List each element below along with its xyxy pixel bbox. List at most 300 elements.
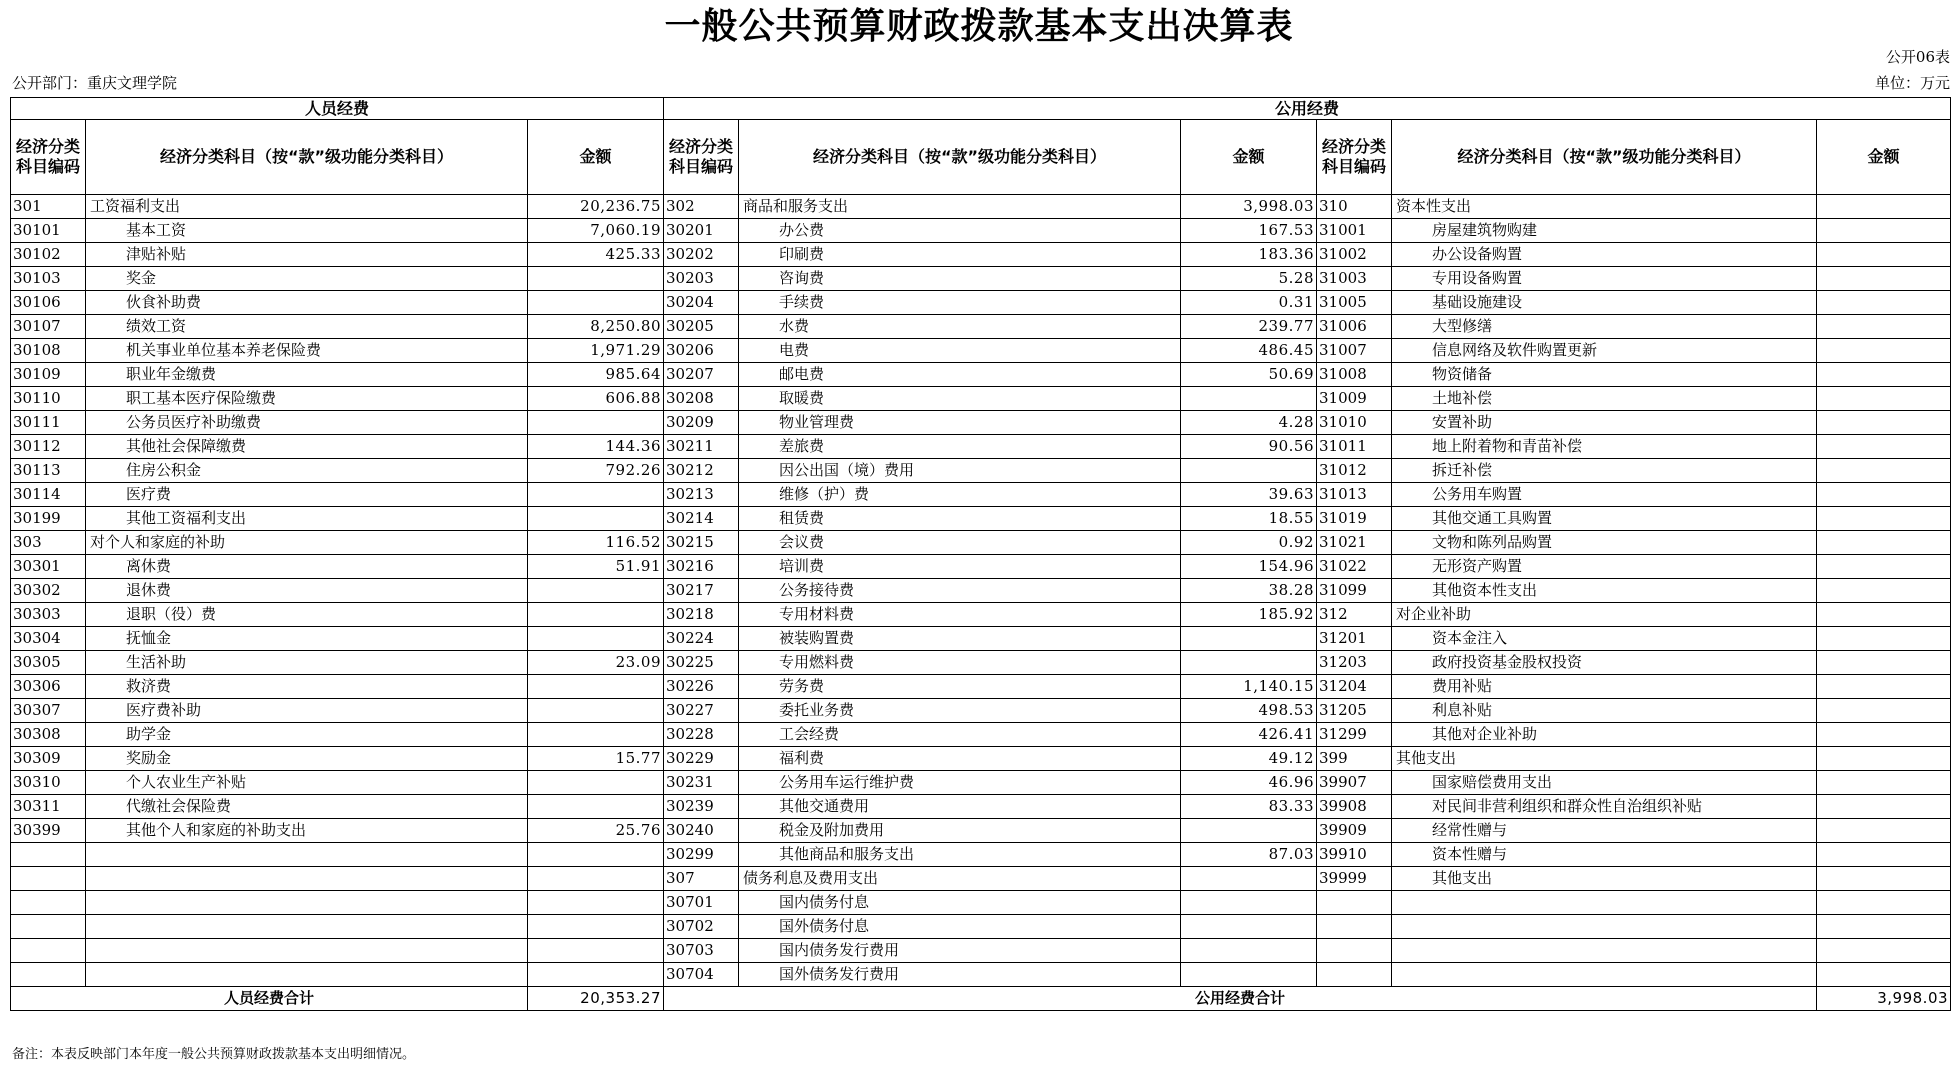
row-amount: 792.26 xyxy=(528,459,664,483)
row-code: 30110 xyxy=(11,387,86,411)
row-name: 专用材料费 xyxy=(739,603,1181,627)
row-code: 30307 xyxy=(11,699,86,723)
row-amount xyxy=(1817,339,1951,363)
row-amount: 49.12 xyxy=(1181,747,1317,771)
row-amount xyxy=(1817,819,1951,843)
row-code: 30303 xyxy=(11,603,86,627)
row-name: 被装购置费 xyxy=(739,627,1181,651)
row-name: 医疗费补助 xyxy=(86,699,528,723)
row-code: 31205 xyxy=(1317,699,1392,723)
row-code: 30229 xyxy=(664,747,739,771)
row-name: 绩效工资 xyxy=(86,315,528,339)
row-code: 399 xyxy=(1317,747,1392,771)
row-name: 代缴社会保险费 xyxy=(86,795,528,819)
row-amount xyxy=(1181,651,1317,675)
row-name: 公务接待费 xyxy=(739,579,1181,603)
row-amount xyxy=(1817,963,1951,987)
row-amount: 25.76 xyxy=(528,819,664,843)
table-row xyxy=(11,411,1951,435)
row-code: 301 xyxy=(11,195,86,219)
row-code: 30103 xyxy=(11,267,86,291)
row-code: 30202 xyxy=(664,243,739,267)
row-amount xyxy=(1181,867,1317,891)
row-amount xyxy=(1817,363,1951,387)
row-code: 39909 xyxy=(1317,819,1392,843)
row-code: 30114 xyxy=(11,483,86,507)
row-name: 工会经费 xyxy=(739,723,1181,747)
personnel-total-amount: 20,353.27 xyxy=(528,987,664,1011)
row-name: 委托业务费 xyxy=(739,699,1181,723)
row-name: 税金及附加费用 xyxy=(739,819,1181,843)
row-amount xyxy=(1817,915,1951,939)
row-code xyxy=(1317,891,1392,915)
row-amount: 8,250.80 xyxy=(528,315,664,339)
row-amount xyxy=(1817,771,1951,795)
table-row xyxy=(11,291,1951,315)
row-name: 国家赔偿费用支出 xyxy=(1392,771,1817,795)
row-code: 39908 xyxy=(1317,795,1392,819)
table-row xyxy=(11,387,1951,411)
row-name: 会议费 xyxy=(739,531,1181,555)
row-code: 30311 xyxy=(11,795,86,819)
table-row xyxy=(11,243,1951,267)
amount-header: 金额 xyxy=(528,120,664,195)
row-name: 国内债务付息 xyxy=(739,891,1181,915)
table-row xyxy=(11,699,1951,723)
name-header: 经济分类科目（按“款”级功能分类科目） xyxy=(1392,120,1817,195)
row-code: 30201 xyxy=(664,219,739,243)
table-row xyxy=(11,651,1951,675)
row-amount: 51.91 xyxy=(528,555,664,579)
row-code xyxy=(11,939,86,963)
row-amount xyxy=(1181,891,1317,915)
row-code xyxy=(1317,915,1392,939)
row-name: 基础设施建设 xyxy=(1392,291,1817,315)
row-code: 302 xyxy=(664,195,739,219)
public-header: 公用经费 xyxy=(664,98,1951,120)
row-code: 30216 xyxy=(664,555,739,579)
row-name xyxy=(1392,915,1817,939)
row-code: 30217 xyxy=(664,579,739,603)
row-amount xyxy=(528,507,664,531)
table-row xyxy=(11,771,1951,795)
row-name: 资本性支出 xyxy=(1392,195,1817,219)
row-amount xyxy=(1817,243,1951,267)
row-amount: 3,998.03 xyxy=(1181,195,1317,219)
row-amount xyxy=(1181,939,1317,963)
table-row xyxy=(11,675,1951,699)
row-code: 312 xyxy=(1317,603,1392,627)
row-name xyxy=(86,843,528,867)
row-name: 个人农业生产补贴 xyxy=(86,771,528,795)
row-name: 其他支出 xyxy=(1392,867,1817,891)
row-amount xyxy=(1817,267,1951,291)
row-code: 30701 xyxy=(664,891,739,915)
row-amount xyxy=(1817,555,1951,579)
row-amount: 4.28 xyxy=(1181,411,1317,435)
row-amount: 498.53 xyxy=(1181,699,1317,723)
row-name: 对民间非营利组织和群众性自治组织补贴 xyxy=(1392,795,1817,819)
row-code: 30225 xyxy=(664,651,739,675)
row-amount xyxy=(528,939,664,963)
row-amount xyxy=(1817,603,1951,627)
row-amount xyxy=(1817,507,1951,531)
row-name: 租赁费 xyxy=(739,507,1181,531)
row-name xyxy=(1392,939,1817,963)
row-code: 31002 xyxy=(1317,243,1392,267)
table-row xyxy=(11,747,1951,771)
table-row xyxy=(11,915,1951,939)
table-row xyxy=(11,531,1951,555)
row-name: 文物和陈列品购置 xyxy=(1392,531,1817,555)
row-name: 离休费 xyxy=(86,555,528,579)
row-code: 31021 xyxy=(1317,531,1392,555)
row-name: 津贴补贴 xyxy=(86,243,528,267)
row-name: 对个人和家庭的补助 xyxy=(86,531,528,555)
row-code: 30306 xyxy=(11,675,86,699)
row-name: 生活补助 xyxy=(86,651,528,675)
row-name: 培训费 xyxy=(739,555,1181,579)
row-name: 债务利息及费用支出 xyxy=(739,867,1181,891)
totals-row xyxy=(11,987,1951,1011)
row-name: 无形资产购置 xyxy=(1392,555,1817,579)
table-row xyxy=(11,579,1951,603)
row-amount: 144.36 xyxy=(528,435,664,459)
row-name: 救济费 xyxy=(86,675,528,699)
department-label: 公开部门：重庆文理学院 xyxy=(12,74,178,92)
row-amount: 985.64 xyxy=(528,363,664,387)
row-code: 31022 xyxy=(1317,555,1392,579)
name-header: 经济分类科目（按“款”级功能分类科目） xyxy=(86,120,528,195)
row-name: 商品和服务支出 xyxy=(739,195,1181,219)
row-code xyxy=(11,915,86,939)
row-code: 30203 xyxy=(664,267,739,291)
row-name: 奖金 xyxy=(86,267,528,291)
row-name: 利息补贴 xyxy=(1392,699,1817,723)
row-name: 专用燃料费 xyxy=(739,651,1181,675)
row-code: 30101 xyxy=(11,219,86,243)
row-name xyxy=(86,963,528,987)
row-code: 39907 xyxy=(1317,771,1392,795)
row-code: 30702 xyxy=(664,915,739,939)
row-amount: 0.31 xyxy=(1181,291,1317,315)
row-amount: 87.03 xyxy=(1181,843,1317,867)
row-code: 30109 xyxy=(11,363,86,387)
row-code: 30240 xyxy=(664,819,739,843)
unit-label: 单位：万元 xyxy=(1874,74,1950,92)
row-name: 其他社会保障缴费 xyxy=(86,435,528,459)
row-code: 30703 xyxy=(664,939,739,963)
row-name: 拆迁补偿 xyxy=(1392,459,1817,483)
row-name: 抚恤金 xyxy=(86,627,528,651)
row-name: 其他交通工具购置 xyxy=(1392,507,1817,531)
row-name: 助学金 xyxy=(86,723,528,747)
row-amount: 183.36 xyxy=(1181,243,1317,267)
row-amount xyxy=(1181,627,1317,651)
row-name: 因公出国（境）费用 xyxy=(739,459,1181,483)
row-name: 办公设备购置 xyxy=(1392,243,1817,267)
row-code: 30227 xyxy=(664,699,739,723)
row-code: 30208 xyxy=(664,387,739,411)
row-amount xyxy=(528,771,664,795)
row-code: 31009 xyxy=(1317,387,1392,411)
row-code: 30399 xyxy=(11,819,86,843)
row-amount: 50.69 xyxy=(1181,363,1317,387)
row-amount xyxy=(1817,699,1951,723)
row-code: 31204 xyxy=(1317,675,1392,699)
row-name: 退休费 xyxy=(86,579,528,603)
table-row xyxy=(11,795,1951,819)
row-code: 31203 xyxy=(1317,651,1392,675)
row-name: 其他工资福利支出 xyxy=(86,507,528,531)
row-code: 31201 xyxy=(1317,627,1392,651)
row-code: 30108 xyxy=(11,339,86,363)
row-code: 31008 xyxy=(1317,363,1392,387)
row-amount xyxy=(1817,723,1951,747)
row-amount xyxy=(1817,891,1951,915)
expenditure-table xyxy=(10,97,1951,1011)
row-name: 住房公积金 xyxy=(86,459,528,483)
row-name: 资本性赠与 xyxy=(1392,843,1817,867)
row-code: 31006 xyxy=(1317,315,1392,339)
row-name: 邮电费 xyxy=(739,363,1181,387)
row-amount xyxy=(1181,387,1317,411)
personnel-header: 人员经费 xyxy=(11,98,664,120)
table-row xyxy=(11,843,1951,867)
row-name: 机关事业单位基本养老保险费 xyxy=(86,339,528,363)
row-amount: 606.88 xyxy=(528,387,664,411)
row-amount xyxy=(1817,411,1951,435)
row-amount: 23.09 xyxy=(528,651,664,675)
table-row xyxy=(11,483,1951,507)
row-name: 职业年金缴费 xyxy=(86,363,528,387)
row-amount xyxy=(528,915,664,939)
row-code: 30102 xyxy=(11,243,86,267)
row-name xyxy=(1392,891,1817,915)
row-amount: 38.28 xyxy=(1181,579,1317,603)
row-code: 31019 xyxy=(1317,507,1392,531)
row-amount xyxy=(528,891,664,915)
row-amount xyxy=(1817,939,1951,963)
row-code: 31011 xyxy=(1317,435,1392,459)
row-code: 30309 xyxy=(11,747,86,771)
row-amount xyxy=(1817,867,1951,891)
row-name: 经常性赠与 xyxy=(1392,819,1817,843)
row-amount: 426.41 xyxy=(1181,723,1317,747)
row-code: 30224 xyxy=(664,627,739,651)
row-amount xyxy=(1181,819,1317,843)
table-row xyxy=(11,963,1951,987)
row-name: 其他资本性支出 xyxy=(1392,579,1817,603)
row-amount xyxy=(1817,387,1951,411)
row-name: 基本工资 xyxy=(86,219,528,243)
row-code: 31299 xyxy=(1317,723,1392,747)
row-code: 30301 xyxy=(11,555,86,579)
row-name: 资本金注入 xyxy=(1392,627,1817,651)
table-row xyxy=(11,267,1951,291)
row-amount xyxy=(1817,675,1951,699)
table-row xyxy=(11,603,1951,627)
row-code: 30304 xyxy=(11,627,86,651)
row-name: 公务员医疗补助缴费 xyxy=(86,411,528,435)
row-amount: 39.63 xyxy=(1181,483,1317,507)
row-name: 劳务费 xyxy=(739,675,1181,699)
row-name: 伙食补助费 xyxy=(86,291,528,315)
row-name: 公务用车购置 xyxy=(1392,483,1817,507)
row-amount: 20,236.75 xyxy=(528,195,664,219)
row-code: 30305 xyxy=(11,651,86,675)
row-code: 30212 xyxy=(664,459,739,483)
row-amount xyxy=(528,867,664,891)
row-amount xyxy=(528,963,664,987)
row-name xyxy=(86,915,528,939)
row-name: 房屋建筑物购建 xyxy=(1392,219,1817,243)
row-code xyxy=(11,963,86,987)
personnel-total-label: 人员经费合计 xyxy=(11,987,528,1011)
row-amount xyxy=(528,795,664,819)
row-amount xyxy=(528,483,664,507)
row-code: 303 xyxy=(11,531,86,555)
row-code: 31005 xyxy=(1317,291,1392,315)
row-amount xyxy=(528,411,664,435)
row-name: 国外债务付息 xyxy=(739,915,1181,939)
row-code: 39910 xyxy=(1317,843,1392,867)
row-code: 30310 xyxy=(11,771,86,795)
amount-header: 金额 xyxy=(1181,120,1317,195)
row-amount xyxy=(528,267,664,291)
row-name xyxy=(1392,963,1817,987)
row-amount xyxy=(1181,963,1317,987)
row-name: 国内债务发行费用 xyxy=(739,939,1181,963)
table-row xyxy=(11,891,1951,915)
table-row xyxy=(11,195,1951,219)
row-name: 其他个人和家庭的补助支出 xyxy=(86,819,528,843)
row-code: 30704 xyxy=(664,963,739,987)
row-name: 办公费 xyxy=(739,219,1181,243)
row-name: 咨询费 xyxy=(739,267,1181,291)
row-amount xyxy=(1817,747,1951,771)
row-name: 政府投资基金股权投资 xyxy=(1392,651,1817,675)
row-name: 手续费 xyxy=(739,291,1181,315)
row-code: 30231 xyxy=(664,771,739,795)
row-name: 地上附着物和青苗补偿 xyxy=(1392,435,1817,459)
row-amount: 83.33 xyxy=(1181,795,1317,819)
table-row xyxy=(11,867,1951,891)
row-amount xyxy=(1817,459,1951,483)
page-title: 一般公共预算财政拨款基本支出决算表 xyxy=(664,6,1294,47)
table-row xyxy=(11,723,1951,747)
row-name: 维修（护）费 xyxy=(739,483,1181,507)
amount-header: 金额 xyxy=(1817,120,1951,195)
row-code: 30214 xyxy=(664,507,739,531)
row-code: 31099 xyxy=(1317,579,1392,603)
row-amount xyxy=(528,579,664,603)
row-amount xyxy=(1181,459,1317,483)
row-code: 30226 xyxy=(664,675,739,699)
row-code xyxy=(1317,939,1392,963)
row-name: 物业管理费 xyxy=(739,411,1181,435)
row-name xyxy=(86,867,528,891)
table-row xyxy=(11,435,1951,459)
row-name: 福利费 xyxy=(739,747,1181,771)
row-code: 30106 xyxy=(11,291,86,315)
row-amount xyxy=(1817,843,1951,867)
row-code: 30213 xyxy=(664,483,739,507)
row-name: 退职（役）费 xyxy=(86,603,528,627)
row-code: 307 xyxy=(664,867,739,891)
row-amount: 239.77 xyxy=(1181,315,1317,339)
row-code xyxy=(1317,963,1392,987)
row-amount: 90.56 xyxy=(1181,435,1317,459)
form-number: 公开06表 xyxy=(1885,48,1950,66)
public-total-label: 公用经费合计 xyxy=(664,987,1817,1011)
row-amount: 185.92 xyxy=(1181,603,1317,627)
row-name: 对企业补助 xyxy=(1392,603,1817,627)
table-row xyxy=(11,507,1951,531)
row-amount xyxy=(1817,579,1951,603)
row-amount: 5.28 xyxy=(1181,267,1317,291)
row-code: 30205 xyxy=(664,315,739,339)
row-amount xyxy=(1817,195,1951,219)
row-name: 土地补偿 xyxy=(1392,387,1817,411)
row-name: 专用设备购置 xyxy=(1392,267,1817,291)
row-code: 31010 xyxy=(1317,411,1392,435)
row-code: 30302 xyxy=(11,579,86,603)
row-name: 差旅费 xyxy=(739,435,1181,459)
row-name: 大型修缮 xyxy=(1392,315,1817,339)
row-amount: 7,060.19 xyxy=(528,219,664,243)
row-name: 医疗费 xyxy=(86,483,528,507)
table-row xyxy=(11,939,1951,963)
row-code: 30308 xyxy=(11,723,86,747)
row-name: 电费 xyxy=(739,339,1181,363)
row-amount xyxy=(1817,795,1951,819)
row-amount xyxy=(1817,531,1951,555)
row-code: 30206 xyxy=(664,339,739,363)
public-total-amount: 3,998.03 xyxy=(1817,987,1951,1011)
row-amount: 116.52 xyxy=(528,531,664,555)
row-code: 30204 xyxy=(664,291,739,315)
row-amount xyxy=(1817,483,1951,507)
row-name: 其他商品和服务支出 xyxy=(739,843,1181,867)
row-amount xyxy=(528,843,664,867)
row-name: 职工基本医疗保险缴费 xyxy=(86,387,528,411)
row-code: 30199 xyxy=(11,507,86,531)
row-amount xyxy=(528,627,664,651)
row-code: 30239 xyxy=(664,795,739,819)
row-code: 30228 xyxy=(664,723,739,747)
row-amount xyxy=(1817,435,1951,459)
row-amount xyxy=(1817,651,1951,675)
row-amount: 0.92 xyxy=(1181,531,1317,555)
row-code: 31001 xyxy=(1317,219,1392,243)
row-code: 30209 xyxy=(664,411,739,435)
row-amount: 1,140.15 xyxy=(1181,675,1317,699)
row-name xyxy=(86,891,528,915)
row-name: 其他交通费用 xyxy=(739,795,1181,819)
row-code xyxy=(11,867,86,891)
name-header: 经济分类科目（按“款”级功能分类科目） xyxy=(739,120,1181,195)
row-amount xyxy=(1817,627,1951,651)
row-amount xyxy=(528,723,664,747)
row-amount xyxy=(528,675,664,699)
row-name: 安置补助 xyxy=(1392,411,1817,435)
row-code: 31013 xyxy=(1317,483,1392,507)
row-amount xyxy=(1817,219,1951,243)
row-amount xyxy=(528,291,664,315)
row-code: 30112 xyxy=(11,435,86,459)
row-amount: 18.55 xyxy=(1181,507,1317,531)
